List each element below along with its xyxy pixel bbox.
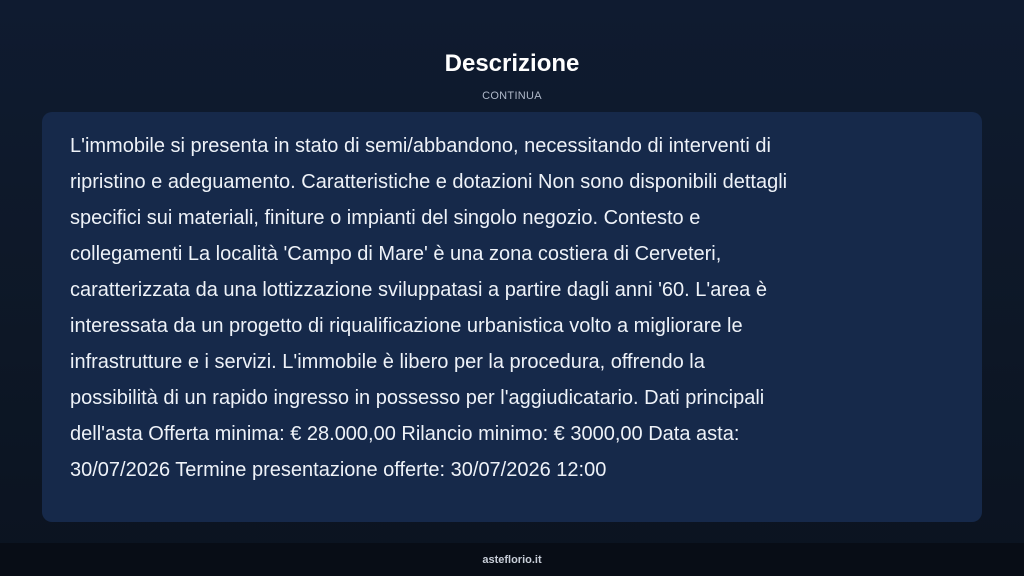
footer-site-name: asteflorio.it bbox=[482, 554, 542, 566]
page-title: Descrizione bbox=[444, 50, 580, 77]
continue-label: CONTINUA bbox=[482, 90, 542, 102]
description-card bbox=[42, 112, 982, 522]
description-text: L'immobile si presenta in stato di semi/abbandono, necessitando di interventi di ripristino e adeguamento. Caratteristiche e dotazioni Non sono disponibili dettagli specifici sui materiali, finiture o impianti del singolo negozio. Contesto e collegamenti La località 'Campo di Mare' è una zona costiera di Cerveteri, caratterizzata da una lottizzazione sviluppatasi a partire dagli anni '60. L'area è interessata da un progetto di riqualificazione urbanistica volto a migliorare le infrastrutture e i servizi. L'immobile è libero per la procedura, offrendo la possibilità di un rapido ingresso in possesso per l'aggiudicatario. Dati principali dell'asta Offerta minima: € 28.000,00 Rilancio minimo: € 3000,00 Data asta: 30/07/2026 Termine presentazione offerte: 30/07/2026 12:00 bbox=[70, 135, 788, 481]
footer bbox=[0, 543, 1024, 576]
